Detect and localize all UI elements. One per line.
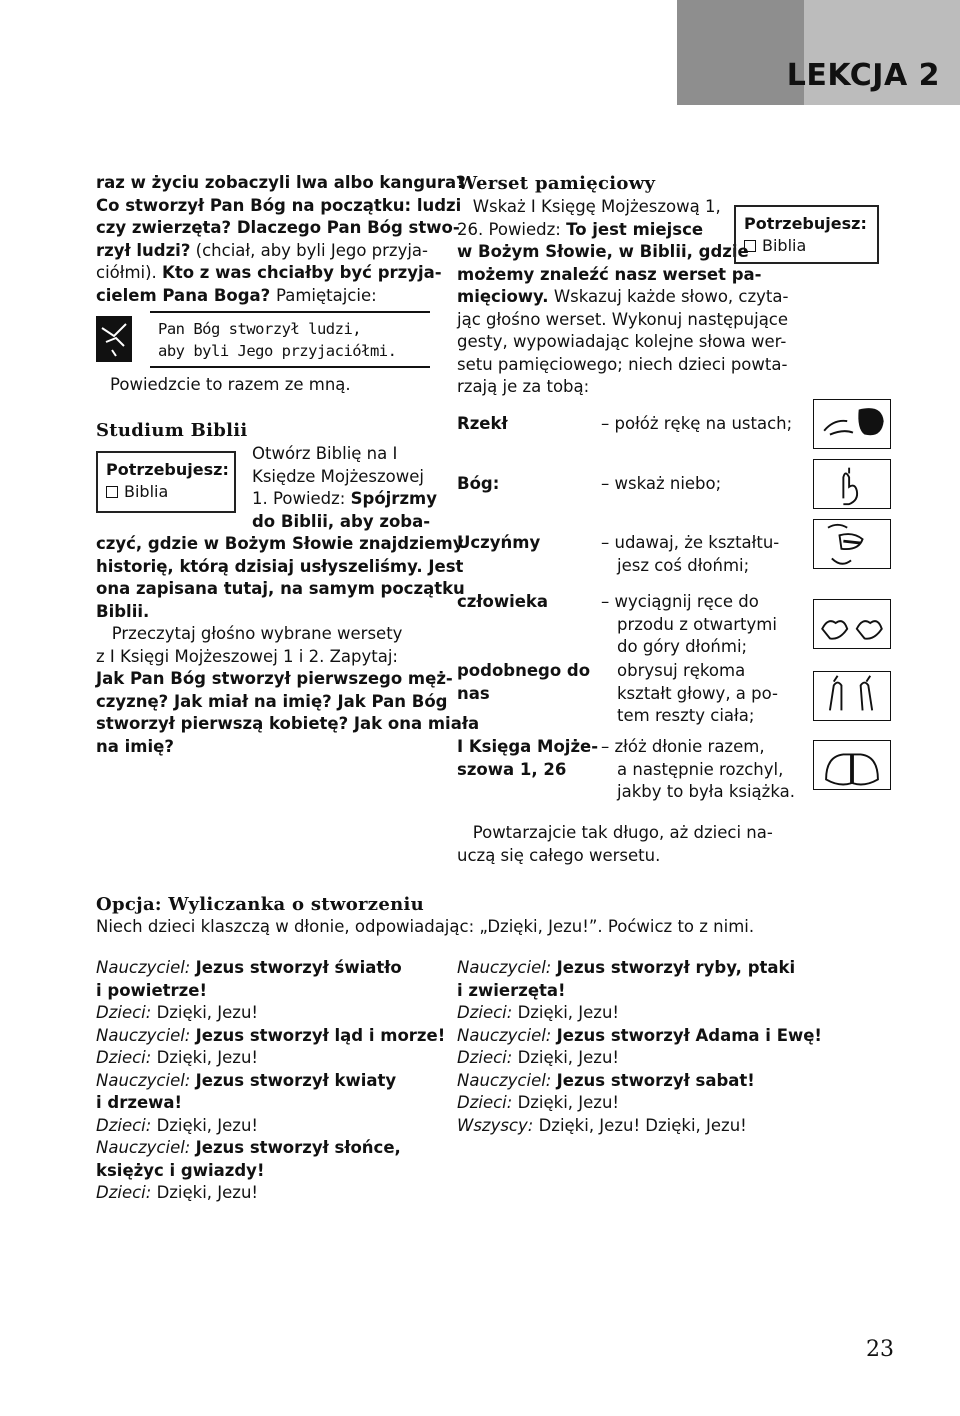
text-segment: Nauczyciel: <box>457 1025 557 1045</box>
text-line <box>457 1070 807 1093</box>
text-segment: raz w życiu zobaczyli lwa albo kangura? <box>96 173 466 192</box>
gesture-description <box>601 473 801 496</box>
gesture-desc-line: jesz coś dłońmi; <box>617 555 750 575</box>
text-line <box>252 488 442 511</box>
gesture-description <box>601 736 801 804</box>
motto-after: Powiedzcie to razem ze mną. <box>110 375 351 394</box>
motto-line-2: aby byli Jego przyjaciółmi. <box>158 342 397 360</box>
text-line <box>457 354 797 377</box>
text-line <box>457 980 807 1003</box>
text-segment: stworzył pierwszą kobietę? Jak ona miała <box>96 714 480 733</box>
text-line <box>96 1092 446 1115</box>
gesture-desc-line: – udawaj, że kształtu- <box>601 533 780 552</box>
werset-box-title: Potrzebujesz: <box>744 214 867 233</box>
text-segment: Księdze Mojżeszowej <box>252 466 424 486</box>
text-line <box>96 691 446 714</box>
text-segment: 26. Powiedz: <box>457 219 567 239</box>
gesture-word-line: Uczyńmy <box>457 533 541 552</box>
text-line <box>96 1115 446 1138</box>
studium-needs-box <box>96 451 236 513</box>
text-line <box>96 646 446 669</box>
motto-rule-top <box>150 311 430 313</box>
text-segment: Biblii. <box>96 601 150 621</box>
opcja-right-column <box>457 957 822 1137</box>
gesture-description <box>601 532 801 577</box>
text-line <box>96 262 442 285</box>
text-line <box>457 957 807 980</box>
text-segment: księżyc i gwiazdy! <box>96 1160 265 1180</box>
text-segment: i powietrze! <box>96 980 207 1000</box>
text-segment: setu pamięciowego; niech dzieci powta- <box>457 354 788 374</box>
text-segment: Nauczyciel: <box>96 1025 196 1045</box>
text-line <box>457 376 797 399</box>
text-segment: Jezus stworzył ląd i morze! <box>195 1025 446 1045</box>
text-line <box>457 1092 807 1115</box>
hands-outline-icon <box>813 671 891 721</box>
text-segment: czyć, gdzie w Bożym Słowie znajdziemy <box>96 534 464 553</box>
lesson-title: LEKCJA 2 <box>786 58 940 93</box>
text-segment: mięciowy. <box>457 287 549 306</box>
checkbox-icon <box>106 486 118 498</box>
gesture-desc-line: a następnie rozchyl, <box>617 759 784 779</box>
text-segment: Nauczyciel: <box>457 1070 557 1090</box>
text-segment: Nauczyciel: <box>457 958 557 977</box>
text-segment: Dzieci: <box>96 1115 157 1135</box>
text-segment: Dzieci: <box>457 1048 518 1067</box>
text-segment: ona zapisana tutaj, na samym początku <box>96 579 465 598</box>
text-line <box>96 172 466 195</box>
text-segment: (chciał, aby byli Jego przyja- <box>190 240 428 260</box>
gesture-desc-line: tem reszty ciała; <box>617 706 755 725</box>
text-segment: Kto z was chciałby być przyja- <box>162 263 442 282</box>
text-line: Powtarzajcie tak długo, aż dzieci na- <box>457 823 773 842</box>
text-line <box>96 1002 446 1025</box>
gesture-word <box>457 736 607 781</box>
text-line <box>96 736 446 759</box>
text-segment: Przeczytaj głośno wybrane wersety <box>96 624 403 643</box>
text-segment: Dzieci: <box>457 1093 518 1112</box>
text-segment: Jezus stworzył Adama i Ewę! <box>556 1025 822 1045</box>
werset-heading: Werset pamięciowy <box>457 173 656 194</box>
text-segment: ciółmi). <box>96 263 163 282</box>
text-line <box>96 1070 446 1093</box>
text-line <box>457 286 797 309</box>
motto-line-1: Pan Bóg stworzył ludzi, <box>158 320 362 338</box>
text-line <box>96 713 480 736</box>
text-segment: Jezus stworzył ryby, ptaki <box>556 958 796 977</box>
text-segment: gesty, wypowiadając kolejne słowa wer- <box>457 332 787 351</box>
text-line <box>457 1115 807 1138</box>
text-line <box>96 1137 446 1160</box>
werset-box-item: Biblia <box>762 236 807 255</box>
gesture-desc-line: kształt głowy, a po- <box>617 683 778 703</box>
gesture-desc-line: obrysuj rękoma <box>617 661 746 680</box>
gesture-word <box>457 591 607 614</box>
gesture-word-line: podobnego do nas <box>457 661 591 703</box>
text-line <box>96 240 436 263</box>
gesture-word-line: Bóg: <box>457 474 500 493</box>
gesture-word <box>457 413 607 436</box>
intro-text <box>96 172 466 307</box>
text-segment: Jak Pan Bóg stworzył pierwszego męż- <box>96 669 453 688</box>
opcja-intro: Niech dzieci klaszczą w dłonie, odpowiadając: „Dzięki, Jezu!”. Poćwicz to z nimi. <box>96 917 755 936</box>
hand-pointing-up-icon <box>813 459 891 509</box>
text-segment: Spójrzmy <box>350 489 438 508</box>
page-number: 23 <box>866 1337 894 1362</box>
text-line <box>252 466 442 489</box>
text-line <box>96 195 462 218</box>
hands-book-icon <box>813 740 891 790</box>
motto-rule-bottom <box>150 366 430 368</box>
text-segment: Dzięki, Jezu! <box>156 1048 259 1067</box>
text-segment: w Bożym Słowie, w Biblii, gdzie <box>457 242 749 261</box>
gesture-word-line: I Księga Mojże- <box>457 737 599 756</box>
text-line <box>96 1025 446 1048</box>
text-segment: Pamiętajcie: <box>276 285 377 305</box>
open-palms-icon <box>813 599 891 649</box>
text-segment: historię, którą dzisiaj usłyszeliśmy. Jest <box>96 556 464 576</box>
text-segment: rzają je za tobą: <box>457 377 590 396</box>
text-line <box>96 668 453 691</box>
gesture-description <box>601 413 801 436</box>
text-line <box>457 1047 807 1070</box>
text-segment: Dzięki, Jezu! <box>517 1048 620 1067</box>
text-line <box>96 1182 446 1205</box>
text-segment: Nauczyciel: <box>96 1138 196 1157</box>
text-segment: Wskaż I Księgę Mojżeszową 1, <box>457 197 721 216</box>
lesson-tab-dark <box>677 0 804 105</box>
text-segment: Dzieci: <box>96 1183 157 1202</box>
checkbox-icon <box>744 240 756 252</box>
werset-needs-box <box>734 205 879 264</box>
text-segment: Dzieci: <box>457 1003 518 1022</box>
text-line: uczą się całego wersetu. <box>457 845 661 865</box>
dove-icon <box>96 316 132 362</box>
gesture-desc-line: – połóż rękę na ustach; <box>601 414 793 433</box>
text-segment: To jest miejsce <box>566 219 704 239</box>
studium-box-item: Biblia <box>124 482 169 501</box>
text-segment: Dzieci: <box>96 1003 157 1022</box>
text-line <box>96 578 465 601</box>
text-line <box>96 285 436 308</box>
text-segment: Jezus stworzył słońce, <box>195 1138 401 1157</box>
text-line <box>457 264 797 287</box>
text-segment: Dzięki, Jezu! <box>517 1003 620 1022</box>
text-line <box>96 980 446 1003</box>
gesture-word-line: szowa 1, 26 <box>457 759 567 779</box>
text-segment: Jezus stworzył kwiaty <box>195 1070 397 1090</box>
gesture-word <box>457 660 607 705</box>
text-segment: Otwórz Biblię na I <box>252 444 398 463</box>
studium-side-text <box>252 443 442 533</box>
text-segment: Co stworzył Pan Bóg na początku: ludzi <box>96 195 462 215</box>
text-segment: Jezus stworzył sabat! <box>556 1070 755 1090</box>
text-segment: Dzięki, Jezu! <box>156 1183 259 1202</box>
opcja-left-column <box>96 957 446 1205</box>
text-line <box>96 601 446 624</box>
studium-box-title: Potrzebujesz: <box>106 460 229 479</box>
gesture-description <box>601 660 801 728</box>
text-segment: Wskazuj każde słowo, czyta- <box>548 287 789 306</box>
text-line <box>457 1025 822 1048</box>
gesture-description <box>601 591 801 659</box>
text-segment: cielem Pana Boga? <box>96 285 276 305</box>
gesture-desc-line: do góry dłońmi; <box>617 637 748 656</box>
text-segment: jąc głośno werset. Wykonuj następujące <box>457 309 789 329</box>
text-line <box>96 1047 446 1070</box>
gesture-desc-line: jakby to była książka. <box>617 782 795 801</box>
text-line <box>252 443 442 466</box>
text-segment: Nauczyciel: <box>96 1070 196 1090</box>
text-line <box>96 217 460 240</box>
text-segment: i zwierzęta! <box>457 980 566 1000</box>
studium-body-text <box>96 533 480 758</box>
text-segment: Jezus stworzył światło <box>195 958 402 977</box>
text-segment: 1. Powiedz: <box>252 489 351 508</box>
gesture-desc-line: – złóż dłonie razem, <box>601 737 765 756</box>
gesture-desc-line: – wskaż niebo; <box>601 474 722 493</box>
opcja-heading: Opcja: Wyliczanka o stworzeniu <box>96 894 424 915</box>
gesture-word-line: Rzekł <box>457 414 508 433</box>
gesture-desc-line: przodu z otwartymi <box>617 614 777 634</box>
gesture-desc-line: – wyciągnij ręce do <box>601 592 759 611</box>
text-segment: Nauczyciel: <box>96 958 196 977</box>
gesture-word-line: człowieka <box>457 592 549 611</box>
text-segment: czyznę? Jak miał na imię? Jak Pan Bóg <box>96 691 448 711</box>
text-segment: czy zwierzęta? Dlaczego Pan Bóg stwo- <box>96 218 460 237</box>
text-segment: Dzięki, Jezu! Dzięki, Jezu! <box>538 1115 747 1135</box>
text-segment: Wszyscy: <box>457 1115 539 1135</box>
gesture-word <box>457 532 607 555</box>
text-line <box>457 309 797 332</box>
studium-heading: Studium Biblii <box>96 420 248 441</box>
text-line <box>96 623 446 646</box>
werset-closing <box>457 822 797 867</box>
text-line <box>457 1002 807 1025</box>
text-line <box>457 331 797 354</box>
text-segment: na imię? <box>96 736 174 756</box>
text-segment: Dzieci: <box>96 1048 157 1067</box>
text-line <box>96 533 464 556</box>
hands-shaping-icon <box>813 519 891 569</box>
text-segment: do Biblii, aby zoba- <box>252 511 431 531</box>
text-segment: możemy znaleźć nasz werset pa- <box>457 264 762 284</box>
text-line <box>96 556 464 579</box>
text-line <box>96 957 446 980</box>
text-segment: Dzięki, Jezu! <box>156 1003 259 1022</box>
text-segment: Dzięki, Jezu! <box>156 1115 259 1135</box>
hand-on-mouth-icon <box>813 399 891 449</box>
text-line <box>252 511 442 534</box>
text-segment: z I Księgi Mojżeszowej 1 i 2. Zapytaj: <box>96 646 398 666</box>
text-segment: Dzięki, Jezu! <box>517 1093 620 1112</box>
text-line <box>96 1160 446 1183</box>
text-segment: i drzewa! <box>96 1093 183 1112</box>
gesture-word <box>457 473 607 496</box>
text-segment: rzył ludzi? <box>96 240 191 260</box>
